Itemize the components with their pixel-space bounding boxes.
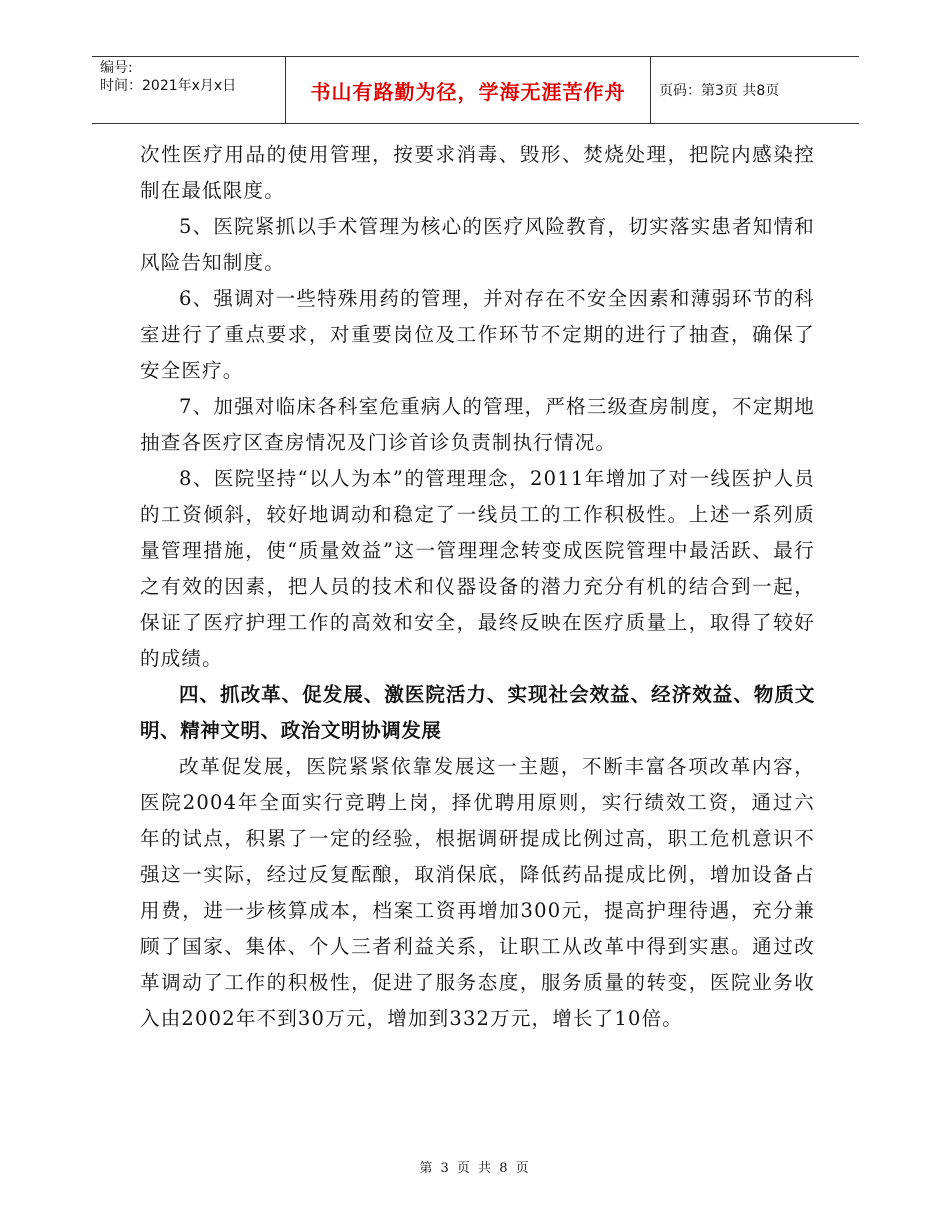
header-meta	[92, 57, 286, 123]
page-header	[92, 56, 859, 124]
document-number-label: 编号:	[100, 60, 133, 76]
header-motto: 书山有路勤为径，学海无涯苦作舟	[286, 57, 651, 123]
paragraph-continuation: 次性医疗用品的使用管理，按要求消毒、毁形、焚烧处理，把院内感染控制在最低限度。	[140, 143, 815, 202]
document-body	[140, 137, 815, 1037]
paragraph-item-5: 5、医院紧抓以手术管理为核心的医疗风险教育，切实落实患者知情和风险告知制度。	[140, 215, 815, 274]
document-time-label: 时间：2021年x月x日	[100, 78, 237, 94]
paragraph-reform: 改革促发展，医院紧紧依靠发展这一主题，不断丰富各项改革内容，医院2004年全面实行竞聘上岗，择优聘用原则，实行绩效工资，通过六年的试点，积累了一定的经验，根据调研提成比例过高，职工危机意识不强这一实际，经过反复酝酿，取消保底，降低药品提成比例，增加设备占用费，进一步核算成本，档案工资再增加300元，提高护理待遇，充分兼顾了国家、集体、个人三者利益关系，让职工从改革中得到实惠。通过改革调动了工作的积极性，促进了服务态度，服务质量的转变，医院业务收入由2002年不到30万元，增加到332万元，增长了10倍。	[140, 755, 815, 1030]
page-footer-number: 第 3 页 共 8 页	[419, 1161, 531, 1176]
paragraph-item-8: 8、医院坚持“以人为本”的管理理念，2011年增加了对一线医护人员的工资倾斜，较好地调动和稳定了一线员工的工作积极性。上述一系列质量管理措施，使“质量效益”这一管理理念转变成医院管理中最活跃、最行之有效的因素，把人员的技术和仪器设备的潜力充分有机的结合到一起，保证了医疗护理工作的高效和安全，最终反映在医疗质量上，取得了较好的成绩。	[140, 467, 815, 670]
paragraph-item-6: 6、强调对一些特殊用药的管理，并对存在不安全因素和薄弱环节的科室进行了重点要求，对重要岗位及工作环节不定期的进行了抽查，确保了安全医疗。	[140, 287, 815, 382]
paragraph-item-7: 7、加强对临床各科室危重病人的管理，严格三级查房制度，不定期地抽查各医疗区查房情况及门诊首诊负责制执行情况。	[140, 395, 815, 454]
header-page-info: 页码：第3页 共8页	[659, 83, 780, 99]
section-heading-4: 四、抓改革、促发展、激医院活力、实现社会效益、经济效益、物质文明、精神文明、政治文明协调发展	[140, 683, 815, 742]
